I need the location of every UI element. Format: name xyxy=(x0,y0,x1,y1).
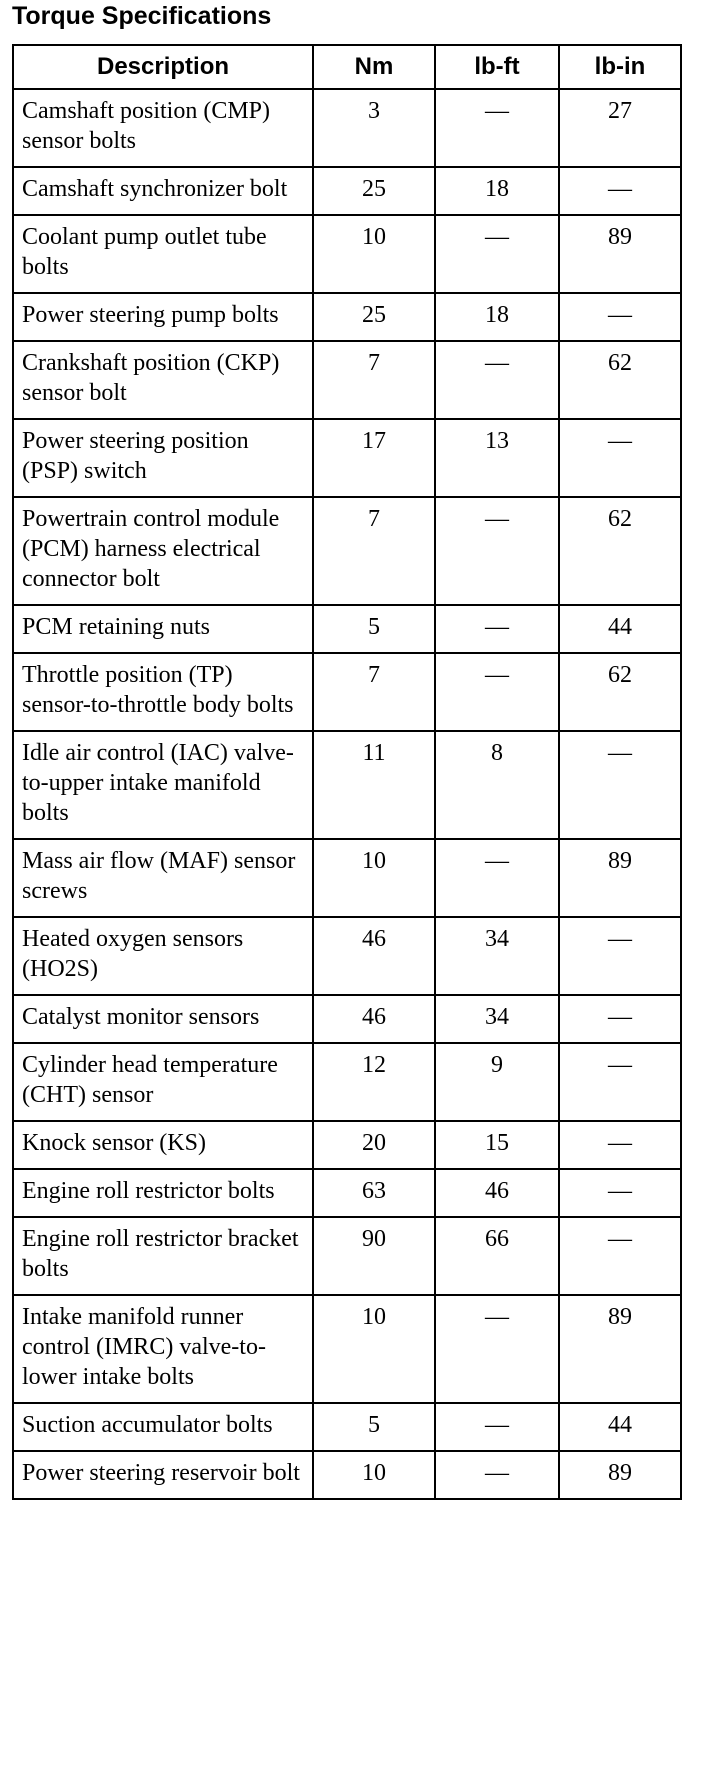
nm-cell: 10 xyxy=(313,1451,435,1499)
nm-cell: 3 xyxy=(313,89,435,167)
description-cell: Catalyst monitor sensors xyxy=(13,995,313,1043)
torque-spec-table xyxy=(12,44,682,1500)
description-cell: Camshaft position (CMP) sensor bolts xyxy=(13,89,313,167)
column-header-lb-in: lb-in xyxy=(559,45,681,89)
lb-ft-cell: — xyxy=(435,605,559,653)
nm-cell: 10 xyxy=(313,1295,435,1403)
lb-ft-cell: — xyxy=(435,1451,559,1499)
nm-cell: 11 xyxy=(313,731,435,839)
table-row xyxy=(13,89,681,167)
lb-ft-cell: — xyxy=(435,89,559,167)
lb-ft-cell: 34 xyxy=(435,917,559,995)
lb-in-cell: — xyxy=(559,1169,681,1217)
lb-in-cell: — xyxy=(559,1121,681,1169)
nm-cell: 7 xyxy=(313,653,435,731)
column-header-nm: Nm xyxy=(313,45,435,89)
description-cell: Intake manifold runner control (IMRC) valve-to-lower intake bolts xyxy=(13,1295,313,1403)
nm-cell: 63 xyxy=(313,1169,435,1217)
lb-in-cell: — xyxy=(559,731,681,839)
nm-cell: 46 xyxy=(313,917,435,995)
table-row xyxy=(13,497,681,605)
lb-ft-cell: — xyxy=(435,1295,559,1403)
lb-ft-cell: — xyxy=(435,839,559,917)
table-row xyxy=(13,839,681,917)
lb-ft-cell: — xyxy=(435,215,559,293)
nm-cell: 5 xyxy=(313,1403,435,1451)
description-cell: Crankshaft position (CKP) sensor bolt xyxy=(13,341,313,419)
description-cell: Heated oxygen sensors (HO2S) xyxy=(13,917,313,995)
description-cell: Engine roll restrictor bolts xyxy=(13,1169,313,1217)
lb-ft-cell: — xyxy=(435,653,559,731)
table-row xyxy=(13,1295,681,1403)
header-row xyxy=(13,45,681,89)
table-row xyxy=(13,605,681,653)
lb-in-cell: 44 xyxy=(559,605,681,653)
table-row xyxy=(13,995,681,1043)
nm-cell: 25 xyxy=(313,293,435,341)
table-row xyxy=(13,1169,681,1217)
lb-ft-cell: 8 xyxy=(435,731,559,839)
lb-ft-cell: 46 xyxy=(435,1169,559,1217)
lb-in-cell: — xyxy=(559,1217,681,1295)
table-row xyxy=(13,917,681,995)
description-cell: Cylinder head temperature (CHT) sensor xyxy=(13,1043,313,1121)
description-cell: Suction accumulator bolts xyxy=(13,1403,313,1451)
lb-in-cell: 89 xyxy=(559,839,681,917)
table-row xyxy=(13,1217,681,1295)
lb-in-cell: — xyxy=(559,1043,681,1121)
table-row xyxy=(13,419,681,497)
table-row xyxy=(13,1121,681,1169)
lb-ft-cell: 34 xyxy=(435,995,559,1043)
nm-cell: 17 xyxy=(313,419,435,497)
nm-cell: 7 xyxy=(313,497,435,605)
lb-in-cell: 62 xyxy=(559,497,681,605)
nm-cell: 10 xyxy=(313,215,435,293)
column-header-description: Description xyxy=(13,45,313,89)
description-cell: Idle air control (IAC) valve-to-upper intake manifold bolts xyxy=(13,731,313,839)
lb-ft-cell: 18 xyxy=(435,293,559,341)
nm-cell: 12 xyxy=(313,1043,435,1121)
lb-ft-cell: — xyxy=(435,1403,559,1451)
lb-in-cell: — xyxy=(559,293,681,341)
lb-in-cell: — xyxy=(559,917,681,995)
lb-ft-cell: 66 xyxy=(435,1217,559,1295)
table-row xyxy=(13,341,681,419)
description-cell: Throttle position (TP) sensor-to-throttle body bolts xyxy=(13,653,313,731)
lb-in-cell: — xyxy=(559,995,681,1043)
nm-cell: 20 xyxy=(313,1121,435,1169)
lb-in-cell: 89 xyxy=(559,1451,681,1499)
table-row xyxy=(13,1451,681,1499)
lb-ft-cell: 13 xyxy=(435,419,559,497)
table-row xyxy=(13,215,681,293)
table-row xyxy=(13,1403,681,1451)
lb-in-cell: — xyxy=(559,167,681,215)
lb-ft-cell: 9 xyxy=(435,1043,559,1121)
description-cell: Knock sensor (KS) xyxy=(13,1121,313,1169)
nm-cell: 7 xyxy=(313,341,435,419)
nm-cell: 46 xyxy=(313,995,435,1043)
lb-in-cell: 27 xyxy=(559,89,681,167)
description-cell: Mass air flow (MAF) sensor screws xyxy=(13,839,313,917)
lb-ft-cell: 15 xyxy=(435,1121,559,1169)
table-row xyxy=(13,167,681,215)
table-row xyxy=(13,731,681,839)
description-cell: Powertrain control module (PCM) harness electrical connector bolt xyxy=(13,497,313,605)
description-cell: Power steering pump bolts xyxy=(13,293,313,341)
nm-cell: 5 xyxy=(313,605,435,653)
lb-in-cell: 62 xyxy=(559,341,681,419)
lb-ft-cell: — xyxy=(435,341,559,419)
nm-cell: 90 xyxy=(313,1217,435,1295)
lb-in-cell: 44 xyxy=(559,1403,681,1451)
table-body xyxy=(13,89,681,1499)
table-row xyxy=(13,1043,681,1121)
lb-in-cell: 62 xyxy=(559,653,681,731)
nm-cell: 25 xyxy=(313,167,435,215)
description-cell: Power steering position (PSP) switch xyxy=(13,419,313,497)
page-title: Torque Specifications xyxy=(12,2,272,30)
lb-ft-cell: — xyxy=(435,497,559,605)
lb-ft-cell: 18 xyxy=(435,167,559,215)
description-cell: Power steering reservoir bolt xyxy=(13,1451,313,1499)
column-header-lb-ft: lb-ft xyxy=(435,45,559,89)
description-cell: PCM retaining nuts xyxy=(13,605,313,653)
lb-in-cell: — xyxy=(559,419,681,497)
description-cell: Coolant pump outlet tube bolts xyxy=(13,215,313,293)
lb-in-cell: 89 xyxy=(559,215,681,293)
table-row xyxy=(13,653,681,731)
nm-cell: 10 xyxy=(313,839,435,917)
table-row xyxy=(13,293,681,341)
description-cell: Camshaft synchronizer bolt xyxy=(13,167,313,215)
lb-in-cell: 89 xyxy=(559,1295,681,1403)
description-cell: Engine roll restrictor bracket bolts xyxy=(13,1217,313,1295)
